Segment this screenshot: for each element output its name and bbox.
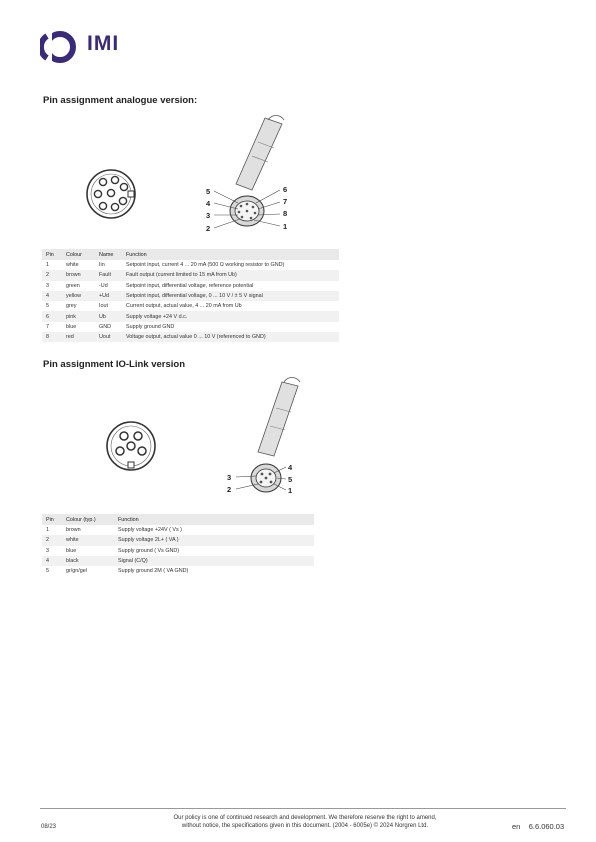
table-row xyxy=(42,556,314,566)
table-header-row xyxy=(42,514,314,525)
pin-cell: 4 xyxy=(42,556,62,566)
analogue-pin-table xyxy=(42,249,339,342)
footer-language: en xyxy=(512,822,521,831)
iolink-diagram-label: 4 xyxy=(288,463,293,472)
pin-cell: 5 xyxy=(46,568,49,575)
table-row xyxy=(42,535,314,545)
footer-policy xyxy=(120,814,490,830)
table-row xyxy=(42,566,314,576)
iolink-diagram-label: 3 xyxy=(227,473,232,482)
function-cell: Fault output (current limited to 15 mA from Ub) xyxy=(122,270,339,280)
colour-cell: yellow xyxy=(62,291,95,301)
pin-cell: 5 xyxy=(46,303,49,310)
table-row xyxy=(42,301,339,311)
function-cell: Supply voltage +24V ( Vs ) xyxy=(118,527,182,534)
analogue-diagram-label: 8 xyxy=(283,209,288,218)
analogue-diagram-label: 2 xyxy=(206,224,211,233)
table-row xyxy=(42,291,339,301)
colour-cell: grey xyxy=(66,303,77,310)
iolink-diagram-label: 5 xyxy=(288,475,293,484)
pin-cell: 4 xyxy=(42,291,62,301)
footer-doc-number: 6.6.060.03 xyxy=(528,822,565,831)
name-cell: Fault xyxy=(95,270,122,280)
pin-cell: 1 xyxy=(46,527,49,534)
pin-cell: 2 xyxy=(42,535,62,545)
analogue-diagram-label: 4 xyxy=(206,199,211,208)
column-header: Function xyxy=(114,514,314,525)
iolink-diagram-label: 1 xyxy=(288,486,293,495)
analogue-section-title: Pin assignment analogue version: xyxy=(43,95,198,106)
colour-cell: white xyxy=(62,535,114,545)
name-cell: GND xyxy=(99,323,111,330)
imi-logo-mark xyxy=(40,30,84,64)
pin-cell: 1 xyxy=(46,262,49,269)
colour-cell: gr/gn/gel xyxy=(66,568,87,575)
function-cell: Supply voltage +24 V d.c. xyxy=(122,311,339,321)
brand-name: IMI xyxy=(87,32,120,55)
footer-doc-id xyxy=(512,822,564,831)
function-cell: Setpoint input, differential voltage, reference potential xyxy=(126,282,254,289)
column-header: Pin xyxy=(42,514,62,525)
name-cell: -Ud xyxy=(99,282,108,289)
table-row xyxy=(42,332,339,342)
footer-divider xyxy=(40,808,566,809)
colour-cell: blue xyxy=(66,323,77,330)
column-header: Colour (typ.) xyxy=(62,514,114,525)
name-cell: Iin xyxy=(99,262,105,269)
column-header: Function xyxy=(122,249,339,260)
pin-cell: 3 xyxy=(46,282,49,289)
analogue-diagram-label: 7 xyxy=(283,197,288,206)
pin-cell: 8 xyxy=(42,332,62,342)
analogue-connector-side-view xyxy=(200,112,300,234)
function-cell: Voltage output, actual value 0 ... 10 V (referenced to GND) xyxy=(122,332,339,342)
imi-logo xyxy=(40,30,120,64)
colour-cell: pink xyxy=(62,311,95,321)
colour-cell: brown xyxy=(62,270,95,280)
table-row xyxy=(42,322,339,332)
function-cell: Supply ground ( Vs GND) xyxy=(118,547,180,554)
pin-cell: 6 xyxy=(42,311,62,321)
colour-cell: blue xyxy=(66,547,77,554)
pin-cell: 3 xyxy=(46,547,49,554)
iolink-diagram-label: 2 xyxy=(227,485,232,494)
column-header: Pin xyxy=(42,249,62,260)
function-cell: Signal (C/Q) xyxy=(114,556,314,566)
column-header: Name xyxy=(95,249,122,260)
function-cell: Supply voltage 2L+ ( VA ) xyxy=(114,535,314,545)
analogue-connector-front-view xyxy=(82,166,142,222)
function-cell: Supply ground 2M ( VA GND) xyxy=(118,568,189,575)
function-cell: Current output, actual value, 4 ... 20 mA from Ub xyxy=(126,303,242,310)
colour-cell: green xyxy=(66,282,80,289)
footer-policy-line: without notice, the specifications given in this document. (2004 - 6005e) © 2024 Norgren Ltd. xyxy=(181,823,429,829)
iolink-connector-front-view xyxy=(103,418,161,474)
table-row xyxy=(42,281,339,291)
table-header-row xyxy=(42,249,339,260)
iolink-pin-table xyxy=(42,514,314,576)
name-cell: Ub xyxy=(95,311,122,321)
function-cell: Setpoint input, differential voltage, 0 ... 10 V / ± 5 V signal xyxy=(122,291,339,301)
iolink-section-title: Pin assignment IO-Link version xyxy=(43,359,186,370)
analogue-diagram-label: 5 xyxy=(206,187,211,196)
name-cell: Iout xyxy=(99,303,108,310)
function-cell: Supply ground GND xyxy=(126,323,175,330)
footer-date: 08/23 xyxy=(41,824,57,830)
analogue-diagram-label: 3 xyxy=(206,211,211,220)
table-row xyxy=(42,311,339,321)
function-cell: Setpoint input, current 4 ... 20 mA (500 Ω working resistor to GND) xyxy=(126,262,285,269)
analogue-diagram-label: 1 xyxy=(283,222,288,231)
pin-cell: 2 xyxy=(42,270,62,280)
analogue-diagram-label: 6 xyxy=(283,185,288,194)
table-row xyxy=(42,525,314,535)
table-row xyxy=(42,270,339,280)
table-row xyxy=(42,260,339,270)
colour-cell: white xyxy=(66,262,79,269)
table-row xyxy=(42,546,314,556)
name-cell: Uout xyxy=(95,332,122,342)
colour-cell: brown xyxy=(66,527,81,534)
colour-cell: red xyxy=(62,332,95,342)
pin-cell: 7 xyxy=(46,323,49,330)
iolink-connector-side-view xyxy=(222,374,302,498)
name-cell: +Ud xyxy=(95,291,122,301)
colour-cell: black xyxy=(62,556,114,566)
footer-policy-line: Our policy is one of continued research and development. We therefore reserve the right to amend, xyxy=(173,815,437,821)
column-header: Colour xyxy=(62,249,95,260)
